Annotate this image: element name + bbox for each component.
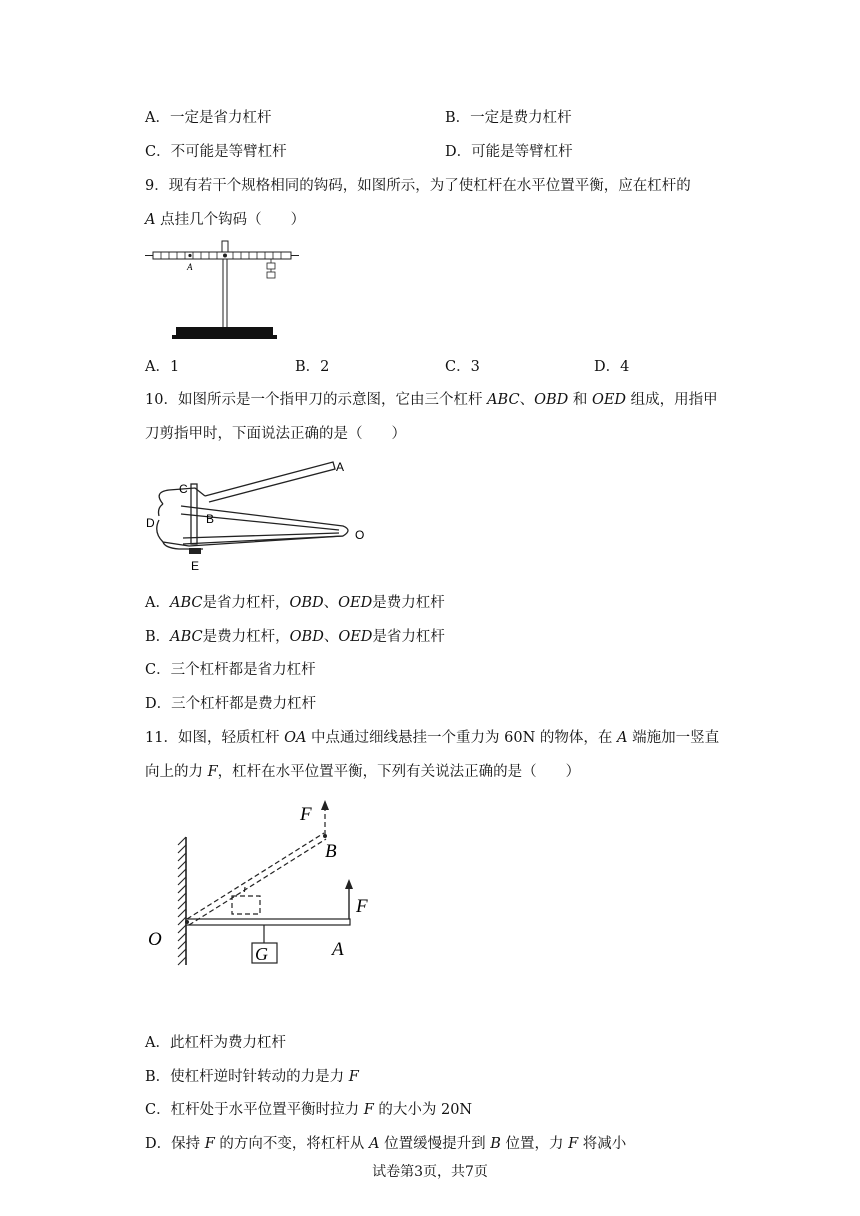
q10-opt-a-mid2: 、 (323, 595, 339, 611)
q11-option-d (145, 1132, 626, 1153)
q11-option-a: A．此杠杆为费力杠杆 (145, 1035, 286, 1051)
q10-fig-label-a: A (336, 460, 345, 474)
q11-stem-mid: 中点通过细线悬挂一个重力为 60N 的物体，在 (306, 730, 617, 746)
q9-option-a: A．1 (145, 359, 180, 375)
q8-option-a: A．一定是省力杠杆 (145, 110, 272, 126)
q10-opt-a-obd: OBD (289, 595, 324, 611)
q10-opt-a-mid1: 是省力杠杆， (202, 595, 290, 611)
q11-opt-d-b: B (490, 1136, 501, 1152)
q9-option-d: D．4 (594, 359, 630, 375)
q11-fig-label-f-top: F (300, 804, 312, 825)
q10-fig-label-c: C (179, 482, 188, 496)
q11-stem-line2 (145, 760, 580, 781)
q11-option-c (145, 1098, 472, 1119)
q11-opt-b-prefix: B．使杠杆逆时针转动的力是力 (145, 1069, 349, 1085)
q10-opt-a-end: 是费力杠杆 (372, 595, 445, 611)
q10-var-oed: OED (591, 392, 627, 408)
q10-fig-label-d: D (146, 516, 155, 530)
q11-opt-d-mid3: 位置，力 (500, 1136, 569, 1152)
q10-opt-b-mid2: 、 (323, 629, 339, 645)
q10-option-a (145, 591, 445, 612)
q10-nail-clipper-figure (143, 456, 373, 574)
q11-opt-d-end: 将减小 (578, 1136, 627, 1152)
q11-stem2-prefix: 向上的力 (145, 764, 208, 780)
q11-opt-d-a: A (369, 1136, 380, 1152)
q10-opt-b-obd: OBD (289, 629, 324, 645)
q9-option-b: B．2 (295, 359, 330, 375)
q9-fig-label-a: A (187, 262, 193, 272)
q9-lever-figure (143, 238, 303, 343)
q11-var-oa: OA (284, 730, 307, 746)
q11-opt-d-f1: F (204, 1136, 215, 1152)
q11-var-a: A (617, 730, 628, 746)
q11-fig-label-a: A (332, 939, 344, 960)
q11-var-f: F (207, 764, 218, 780)
q10-option-b (145, 625, 445, 646)
q10-fig-label-e: E (191, 559, 200, 573)
q9-stem-line2-text: 点挂几个钩码（ ） (155, 212, 306, 228)
q11-fig-label-g: G (255, 944, 268, 964)
q10-option-d: D．三个杠杆都是费力杠杆 (145, 696, 317, 712)
q11-option-b (145, 1065, 359, 1086)
q11-opt-c-f: F (363, 1102, 374, 1118)
q9-var-a: A (145, 212, 156, 228)
q8-option-c: C．不可能是等臂杠杆 (145, 144, 287, 160)
q8-option-b: B．一定是费力杠杆 (445, 110, 572, 126)
q9-stem-line2 (145, 208, 305, 229)
q11-fig-label-f-right: F (356, 896, 368, 917)
q10-var-abc: ABC (487, 392, 520, 408)
q10-opt-a-oed: OED (338, 595, 373, 611)
q11-fig-label-b: B (325, 841, 337, 862)
q11-lever-figure (140, 795, 390, 975)
q10-stem-line1 (145, 388, 718, 409)
q11-opt-d-mid2: 位置缓慢提升到 (379, 1136, 491, 1152)
q11-fig-label-o: O (148, 929, 162, 950)
q9-stem-line1: 9．现有若干个规格相同的钩码，如图所示，为了使杠杆在水平位置平衡，应在杠杆的 (145, 178, 691, 194)
q10-opt-a-prefix: A． (145, 595, 170, 611)
q11-stem-prefix: 11．如图，轻质杠杆 (145, 730, 285, 746)
q11-stem2-suffix: ，杠杆在水平位置平衡，下列有关说法正确的是（ ） (217, 764, 581, 780)
q10-opt-b-abc: ABC (170, 629, 203, 645)
q10-opt-b-end: 是省力杠杆 (372, 629, 445, 645)
q10-option-c: C．三个杠杆都是省力杠杆 (145, 662, 316, 678)
q11-opt-c-prefix: C．杠杆处于水平位置平衡时拉力 (145, 1102, 364, 1118)
q10-opt-a-abc: ABC (169, 595, 203, 611)
q10-var-obd: OBD (534, 392, 569, 408)
page-footer: 试卷第3页，共7页 (372, 1164, 488, 1180)
q10-fig-label-b: B (206, 512, 215, 526)
q11-stem-line1 (145, 726, 719, 747)
q10-stem-line2: 刀剪指甲时，下面说法正确的是（ ） (145, 426, 406, 442)
q10-opt-b-oed: OED (338, 629, 373, 645)
q11-opt-b-f: F (348, 1069, 359, 1085)
q11-opt-d-prefix: D．保持 (145, 1136, 205, 1152)
q10-stem-prefix: 10．如图所示是一个指甲刀的示意图，它由三个杠杆 (145, 392, 488, 408)
q10-and: 和 (568, 392, 592, 408)
q10-opt-b-prefix: B． (145, 629, 171, 645)
q10-stem-suffix: 组成，用指甲 (626, 392, 718, 408)
q11-opt-d-mid1: 的方向不变，将杠杆从 (214, 1136, 370, 1152)
q11-stem-end: 端施加一竖直 (627, 730, 720, 746)
q11-opt-d-f2: F (568, 1136, 579, 1152)
q8-option-d: D．可能是等臂杠杆 (445, 144, 573, 160)
q10-opt-b-mid1: 是费力杠杆， (202, 629, 290, 645)
q11-opt-c-suffix: 的大小为 20N (373, 1102, 473, 1118)
q9-option-c: C．3 (445, 359, 480, 375)
q10-fig-label-o: O (355, 528, 365, 542)
q10-sep: 、 (519, 392, 535, 408)
